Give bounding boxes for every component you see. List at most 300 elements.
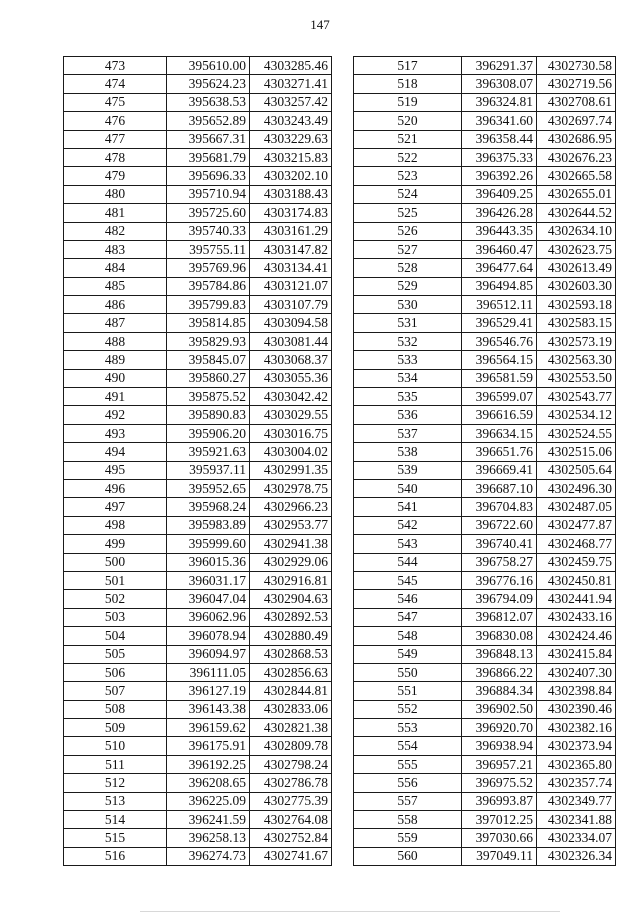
y-coordinate-cell: 4303161.29 (250, 222, 332, 240)
y-coordinate-cell: 4303202.10 (250, 167, 332, 185)
table-row (354, 296, 616, 314)
point-number-cell: 524 (354, 185, 462, 203)
table-row (354, 663, 616, 681)
point-number-cell: 557 (354, 792, 462, 810)
x-coordinate-cell: 396494.85 (462, 277, 537, 295)
point-number-cell: 531 (354, 314, 462, 332)
table-row (64, 645, 332, 663)
coordinates-table-right (353, 56, 616, 866)
table-row (64, 351, 332, 369)
point-number-cell: 486 (64, 296, 167, 314)
point-number-cell: 552 (354, 700, 462, 718)
table-row (64, 93, 332, 111)
x-coordinate-cell: 396241.59 (167, 811, 250, 829)
table-row (64, 553, 332, 571)
table-row (354, 406, 616, 424)
y-coordinate-cell: 4302433.16 (537, 608, 616, 626)
y-coordinate-cell: 4302644.52 (537, 204, 616, 222)
table-row (64, 774, 332, 792)
x-coordinate-cell: 396758.27 (462, 553, 537, 571)
point-number-cell: 509 (64, 719, 167, 737)
point-number-cell: 503 (64, 608, 167, 626)
table-row (64, 443, 332, 461)
point-number-cell: 525 (354, 204, 462, 222)
y-coordinate-cell: 4302833.06 (250, 700, 332, 718)
table-row (64, 222, 332, 240)
point-number-cell: 492 (64, 406, 167, 424)
point-number-cell: 534 (354, 369, 462, 387)
y-coordinate-cell: 4302390.46 (537, 700, 616, 718)
x-coordinate-cell: 395652.89 (167, 112, 250, 130)
x-coordinate-cell: 396564.15 (462, 351, 537, 369)
point-number-cell: 539 (354, 461, 462, 479)
x-coordinate-cell: 395638.53 (167, 93, 250, 111)
point-number-cell: 535 (354, 388, 462, 406)
point-number-cell: 538 (354, 443, 462, 461)
x-coordinate-cell: 395725.60 (167, 204, 250, 222)
point-number-cell: 480 (64, 185, 167, 203)
table-row (354, 461, 616, 479)
point-number-cell: 493 (64, 424, 167, 442)
point-number-cell: 512 (64, 774, 167, 792)
y-coordinate-cell: 4302941.38 (250, 535, 332, 553)
table-row (64, 682, 332, 700)
table-row (64, 590, 332, 608)
y-coordinate-cell: 4302719.56 (537, 75, 616, 93)
y-coordinate-cell: 4303188.43 (250, 185, 332, 203)
point-number-cell: 518 (354, 75, 462, 93)
table-row (64, 277, 332, 295)
table-row (354, 811, 616, 829)
point-number-cell: 515 (64, 829, 167, 847)
y-coordinate-cell: 4303121.07 (250, 277, 332, 295)
point-number-cell: 483 (64, 240, 167, 258)
table-row (354, 148, 616, 166)
y-coordinate-cell: 4302686.95 (537, 130, 616, 148)
point-number-cell: 474 (64, 75, 167, 93)
table-row (64, 571, 332, 589)
y-coordinate-cell: 4302775.39 (250, 792, 332, 810)
page-bottom-rule (140, 911, 560, 912)
x-coordinate-cell: 396324.81 (462, 93, 537, 111)
coordinates-table-left (63, 56, 332, 866)
x-coordinate-cell: 396651.76 (462, 443, 537, 461)
x-coordinate-cell: 396477.64 (462, 259, 537, 277)
point-number-cell: 522 (354, 148, 462, 166)
table-row (354, 75, 616, 93)
table-row (64, 608, 332, 626)
y-coordinate-cell: 4302634.10 (537, 222, 616, 240)
point-number-cell: 542 (354, 516, 462, 534)
table-row (354, 443, 616, 461)
x-coordinate-cell: 396546.76 (462, 332, 537, 350)
table-row (64, 296, 332, 314)
y-coordinate-cell: 4302441.94 (537, 590, 616, 608)
table-row (64, 516, 332, 534)
table-row (64, 204, 332, 222)
x-coordinate-cell: 395755.11 (167, 240, 250, 258)
point-number-cell: 527 (354, 240, 462, 258)
x-coordinate-cell: 395814.85 (167, 314, 250, 332)
y-coordinate-cell: 4303107.79 (250, 296, 332, 314)
table-row (354, 369, 616, 387)
y-coordinate-cell: 4302655.01 (537, 185, 616, 203)
point-number-cell: 510 (64, 737, 167, 755)
y-coordinate-cell: 4302966.23 (250, 498, 332, 516)
point-number-cell: 508 (64, 700, 167, 718)
table-row (354, 130, 616, 148)
y-coordinate-cell: 4303094.58 (250, 314, 332, 332)
point-number-cell: 489 (64, 351, 167, 369)
y-coordinate-cell: 4302809.78 (250, 737, 332, 755)
x-coordinate-cell: 396392.26 (462, 167, 537, 185)
y-coordinate-cell: 4302665.58 (537, 167, 616, 185)
x-coordinate-cell: 397012.25 (462, 811, 537, 829)
table-row (354, 571, 616, 589)
table-row (354, 240, 616, 258)
y-coordinate-cell: 4302603.30 (537, 277, 616, 295)
point-number-cell: 528 (354, 259, 462, 277)
x-coordinate-cell: 395710.94 (167, 185, 250, 203)
point-number-cell: 541 (354, 498, 462, 516)
point-number-cell: 496 (64, 479, 167, 497)
y-coordinate-cell: 4303016.75 (250, 424, 332, 442)
point-number-cell: 500 (64, 553, 167, 571)
y-coordinate-cell: 4302573.19 (537, 332, 616, 350)
point-number-cell: 533 (354, 351, 462, 369)
x-coordinate-cell: 396599.07 (462, 388, 537, 406)
point-number-cell: 516 (64, 847, 167, 865)
y-coordinate-cell: 4302334.07 (537, 829, 616, 847)
point-number-cell: 520 (354, 112, 462, 130)
point-number-cell: 543 (354, 535, 462, 553)
point-number-cell: 556 (354, 774, 462, 792)
table-row (64, 148, 332, 166)
table-row (64, 332, 332, 350)
y-coordinate-cell: 4302821.38 (250, 719, 332, 737)
y-coordinate-cell: 4302373.94 (537, 737, 616, 755)
table-row (64, 737, 332, 755)
y-coordinate-cell: 4303271.41 (250, 75, 332, 93)
x-coordinate-cell: 396375.33 (462, 148, 537, 166)
x-coordinate-cell: 395784.86 (167, 277, 250, 295)
y-coordinate-cell: 4303134.41 (250, 259, 332, 277)
x-coordinate-cell: 396687.10 (462, 479, 537, 497)
x-coordinate-cell: 396866.22 (462, 663, 537, 681)
y-coordinate-cell: 4302752.84 (250, 829, 332, 847)
table-row (64, 57, 332, 75)
x-coordinate-cell: 395875.52 (167, 388, 250, 406)
x-coordinate-cell: 395968.24 (167, 498, 250, 516)
x-coordinate-cell: 395681.79 (167, 148, 250, 166)
y-coordinate-cell: 4303174.83 (250, 204, 332, 222)
x-coordinate-cell: 396175.91 (167, 737, 250, 755)
table-row (354, 112, 616, 130)
table-row (64, 424, 332, 442)
point-number-cell: 502 (64, 590, 167, 608)
y-coordinate-cell: 4302365.80 (537, 755, 616, 773)
x-coordinate-cell: 396047.04 (167, 590, 250, 608)
point-number-cell: 517 (354, 57, 462, 75)
x-coordinate-cell: 395799.83 (167, 296, 250, 314)
point-number-cell: 478 (64, 148, 167, 166)
table-row (64, 535, 332, 553)
point-number-cell: 476 (64, 112, 167, 130)
point-number-cell: 549 (354, 645, 462, 663)
point-number-cell: 548 (354, 627, 462, 645)
page-number: 147 (310, 17, 330, 32)
point-number-cell: 487 (64, 314, 167, 332)
x-coordinate-cell: 395610.00 (167, 57, 250, 75)
table-row (354, 93, 616, 111)
table-row (64, 829, 332, 847)
x-coordinate-cell: 396358.44 (462, 130, 537, 148)
point-number-cell: 481 (64, 204, 167, 222)
point-number-cell: 560 (354, 847, 462, 865)
point-number-cell: 499 (64, 535, 167, 553)
y-coordinate-cell: 4302398.84 (537, 682, 616, 700)
table-row (354, 700, 616, 718)
point-number-cell: 485 (64, 277, 167, 295)
y-coordinate-cell: 4302450.81 (537, 571, 616, 589)
point-number-cell: 545 (354, 571, 462, 589)
point-number-cell: 507 (64, 682, 167, 700)
table-row (354, 204, 616, 222)
x-coordinate-cell: 396512.11 (462, 296, 537, 314)
table-row (64, 369, 332, 387)
x-coordinate-cell: 396143.38 (167, 700, 250, 718)
x-coordinate-cell: 396062.96 (167, 608, 250, 626)
x-coordinate-cell: 395999.60 (167, 535, 250, 553)
y-coordinate-cell: 4302468.77 (537, 535, 616, 553)
table-row (64, 167, 332, 185)
point-number-cell: 484 (64, 259, 167, 277)
x-coordinate-cell: 395860.27 (167, 369, 250, 387)
x-coordinate-cell: 396722.60 (462, 516, 537, 534)
table-row (354, 167, 616, 185)
table-row (354, 516, 616, 534)
y-coordinate-cell: 4303257.42 (250, 93, 332, 111)
table-row (354, 774, 616, 792)
table-row (64, 755, 332, 773)
point-number-cell: 482 (64, 222, 167, 240)
y-coordinate-cell: 4303068.37 (250, 351, 332, 369)
x-coordinate-cell: 396094.97 (167, 645, 250, 663)
table-row (354, 792, 616, 810)
point-number-cell: 551 (354, 682, 462, 700)
point-number-cell: 553 (354, 719, 462, 737)
y-coordinate-cell: 4303215.83 (250, 148, 332, 166)
x-coordinate-cell: 396426.28 (462, 204, 537, 222)
x-coordinate-cell: 395921.63 (167, 443, 250, 461)
point-number-cell: 498 (64, 516, 167, 534)
x-coordinate-cell: 395983.89 (167, 516, 250, 534)
table-row (64, 700, 332, 718)
x-coordinate-cell: 395845.07 (167, 351, 250, 369)
table-row (354, 479, 616, 497)
y-coordinate-cell: 4302593.18 (537, 296, 616, 314)
x-coordinate-cell: 396776.16 (462, 571, 537, 589)
y-coordinate-cell: 4302515.06 (537, 443, 616, 461)
point-number-cell: 526 (354, 222, 462, 240)
point-number-cell: 494 (64, 443, 167, 461)
y-coordinate-cell: 4303081.44 (250, 332, 332, 350)
point-number-cell: 514 (64, 811, 167, 829)
point-number-cell: 513 (64, 792, 167, 810)
x-coordinate-cell: 396812.07 (462, 608, 537, 626)
x-coordinate-cell: 396225.09 (167, 792, 250, 810)
y-coordinate-cell: 4302904.63 (250, 590, 332, 608)
y-coordinate-cell: 4302741.67 (250, 847, 332, 865)
point-number-cell: 506 (64, 663, 167, 681)
table-row (354, 424, 616, 442)
table-row (64, 406, 332, 424)
x-coordinate-cell: 395624.23 (167, 75, 250, 93)
point-number-cell: 505 (64, 645, 167, 663)
point-number-cell: 488 (64, 332, 167, 350)
table-row (64, 388, 332, 406)
point-number-cell: 530 (354, 296, 462, 314)
point-number-cell: 554 (354, 737, 462, 755)
x-coordinate-cell: 395769.96 (167, 259, 250, 277)
table-row (354, 259, 616, 277)
point-number-cell: 497 (64, 498, 167, 516)
y-coordinate-cell: 4302786.78 (250, 774, 332, 792)
y-coordinate-cell: 4302613.49 (537, 259, 616, 277)
point-number-cell: 504 (64, 627, 167, 645)
x-coordinate-cell: 396159.62 (167, 719, 250, 737)
table-row (64, 75, 332, 93)
x-coordinate-cell: 396015.36 (167, 553, 250, 571)
y-coordinate-cell: 4303004.02 (250, 443, 332, 461)
x-coordinate-cell: 396975.52 (462, 774, 537, 792)
y-coordinate-cell: 4302505.64 (537, 461, 616, 479)
y-coordinate-cell: 4302357.74 (537, 774, 616, 792)
x-coordinate-cell: 396443.35 (462, 222, 537, 240)
table-row (354, 535, 616, 553)
y-coordinate-cell: 4302623.75 (537, 240, 616, 258)
table-row (64, 719, 332, 737)
x-coordinate-cell: 396848.13 (462, 645, 537, 663)
table-row (354, 682, 616, 700)
table-row (64, 792, 332, 810)
y-coordinate-cell: 4302730.58 (537, 57, 616, 75)
y-coordinate-cell: 4302543.77 (537, 388, 616, 406)
y-coordinate-cell: 4302487.05 (537, 498, 616, 516)
y-coordinate-cell: 4302477.87 (537, 516, 616, 534)
y-coordinate-cell: 4302676.23 (537, 148, 616, 166)
x-coordinate-cell: 395667.31 (167, 130, 250, 148)
x-coordinate-cell: 396258.13 (167, 829, 250, 847)
x-coordinate-cell: 396341.60 (462, 112, 537, 130)
table-row (354, 314, 616, 332)
table-row (354, 388, 616, 406)
y-coordinate-cell: 4302524.55 (537, 424, 616, 442)
table-row (354, 608, 616, 626)
table-row (354, 57, 616, 75)
x-coordinate-cell: 396830.08 (462, 627, 537, 645)
table-row (64, 663, 332, 681)
y-coordinate-cell: 4302764.08 (250, 811, 332, 829)
point-number-cell: 473 (64, 57, 167, 75)
x-coordinate-cell: 396704.83 (462, 498, 537, 516)
y-coordinate-cell: 4302916.81 (250, 571, 332, 589)
point-number-cell: 475 (64, 93, 167, 111)
table-row (64, 811, 332, 829)
point-number-cell: 540 (354, 479, 462, 497)
y-coordinate-cell: 4302583.15 (537, 314, 616, 332)
point-number-cell: 521 (354, 130, 462, 148)
y-coordinate-cell: 4302991.35 (250, 461, 332, 479)
table-row (354, 222, 616, 240)
y-coordinate-cell: 4302563.30 (537, 351, 616, 369)
x-coordinate-cell: 396993.87 (462, 792, 537, 810)
x-coordinate-cell: 395952.65 (167, 479, 250, 497)
x-coordinate-cell: 396529.41 (462, 314, 537, 332)
table-row (354, 351, 616, 369)
y-coordinate-cell: 4303147.82 (250, 240, 332, 258)
table-row (354, 553, 616, 571)
coordinates-table-right-body (354, 57, 616, 866)
point-number-cell: 511 (64, 755, 167, 773)
y-coordinate-cell: 4302496.30 (537, 479, 616, 497)
table-row (354, 719, 616, 737)
y-coordinate-cell: 4302553.50 (537, 369, 616, 387)
y-coordinate-cell: 4302382.16 (537, 719, 616, 737)
table-row (64, 461, 332, 479)
point-number-cell: 546 (354, 590, 462, 608)
x-coordinate-cell: 396616.59 (462, 406, 537, 424)
table-row (64, 847, 332, 865)
x-coordinate-cell: 396957.21 (462, 755, 537, 773)
point-number-cell: 490 (64, 369, 167, 387)
table-row (64, 479, 332, 497)
table-row (354, 737, 616, 755)
y-coordinate-cell: 4302708.61 (537, 93, 616, 111)
x-coordinate-cell: 396460.47 (462, 240, 537, 258)
point-number-cell: 479 (64, 167, 167, 185)
x-coordinate-cell: 396208.65 (167, 774, 250, 792)
x-coordinate-cell: 396920.70 (462, 719, 537, 737)
x-coordinate-cell: 396291.37 (462, 57, 537, 75)
x-coordinate-cell: 396078.94 (167, 627, 250, 645)
point-number-cell: 537 (354, 424, 462, 442)
y-coordinate-cell: 4302856.63 (250, 663, 332, 681)
point-number-cell: 555 (354, 755, 462, 773)
y-coordinate-cell: 4302844.81 (250, 682, 332, 700)
y-coordinate-cell: 4302459.75 (537, 553, 616, 571)
table-row (64, 627, 332, 645)
table-row (64, 498, 332, 516)
table-row (354, 847, 616, 865)
x-coordinate-cell: 396409.25 (462, 185, 537, 203)
x-coordinate-cell: 396111.05 (167, 663, 250, 681)
x-coordinate-cell: 396740.41 (462, 535, 537, 553)
y-coordinate-cell: 4302534.12 (537, 406, 616, 424)
x-coordinate-cell: 396884.34 (462, 682, 537, 700)
y-coordinate-cell: 4302415.84 (537, 645, 616, 663)
table-row (64, 112, 332, 130)
y-coordinate-cell: 4303029.55 (250, 406, 332, 424)
point-number-cell: 491 (64, 388, 167, 406)
x-coordinate-cell: 397049.11 (462, 847, 537, 865)
y-coordinate-cell: 4302929.06 (250, 553, 332, 571)
x-coordinate-cell: 396031.17 (167, 571, 250, 589)
point-number-cell: 477 (64, 130, 167, 148)
x-coordinate-cell: 396192.25 (167, 755, 250, 773)
point-number-cell: 544 (354, 553, 462, 571)
x-coordinate-cell: 395740.33 (167, 222, 250, 240)
